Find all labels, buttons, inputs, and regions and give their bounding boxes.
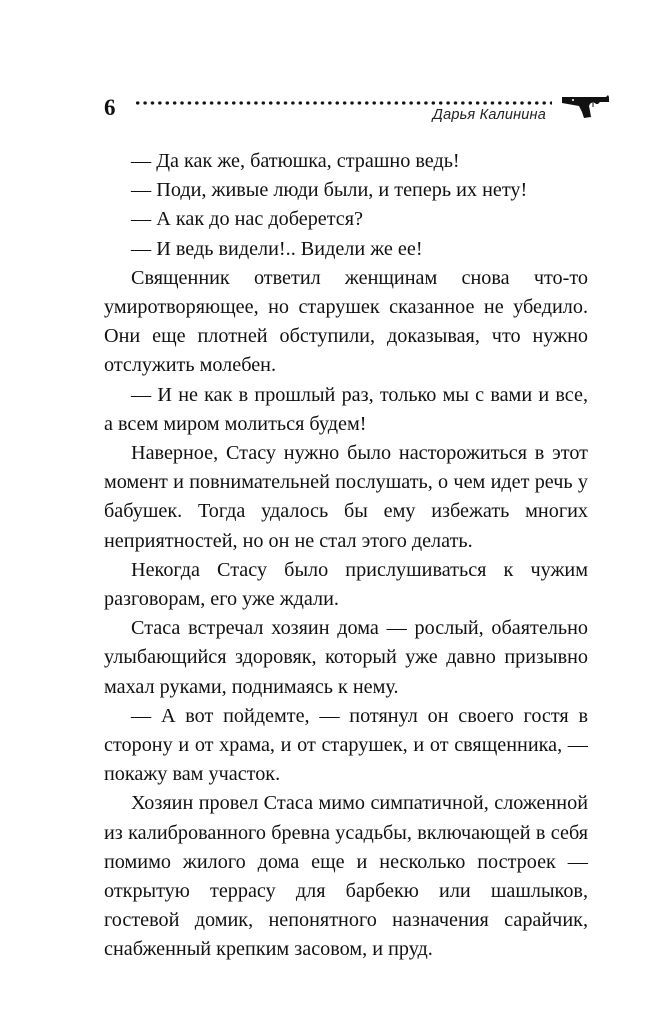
paragraph: Священник ответил женщинам снова что-то умиротворяющее, но старушек сказанное не убедило. Они еще плотней обступили, доказывая, что нужно отслужить молебен.: [104, 266, 588, 377]
paragraph: — А как до нас доберется?: [131, 208, 364, 231]
page-number: 6: [104, 95, 116, 120]
paragraph: Стаса встречал хозяин дома — рослый, обаятельно улыбающийся здоровяк, который уже давно призывно махал руками, поднимаясь к нему.: [104, 617, 588, 698]
paragraph: — И ведь видели!.. Видели же ее!: [131, 237, 423, 260]
paragraph: Некогда Стасу было прислушиваться к чужим разговорам, его уже ждали.: [104, 558, 588, 611]
paragraph: — Да как же, батюшка, страшно ведь!: [131, 150, 460, 172]
paragraph: Наверное, Стасу нужно было насторожиться в этот момент и повнимательней послушать, о чем идет речь у бабушек. Тогда удалось бы ему избежать многих неприятностей, но он не стал этого делать.: [104, 442, 588, 552]
paragraph: — А вот пойдемте, — потянул он своего гостя в сторону и от храма, и от старушек, и от священника, — покажу вам участок.: [104, 704, 588, 786]
paragraph: — Поди, живые люди были, и теперь их нету!: [131, 179, 528, 202]
running-header: [98, 92, 610, 128]
body-text: [104, 147, 588, 965]
dotted-rule: [134, 101, 552, 105]
paragraph: — И не как в прошлый раз, только мы с вами и все, а всем миром молиться будем!: [104, 383, 588, 435]
paragraph: Хозяин провел Стаса мимо симпатичной, сложенной из калиброванного бревна усадьбы, включающей в себя помимо жилого дома еще и несколько построек — открытую террасу для барбекю или шашлыков, гостевой домик, непонятного назначения сарайчик, снабженный крепким засовом, и пруд.: [104, 792, 588, 961]
author-name: Дарья Калинина: [432, 107, 546, 123]
revolver-icon: [560, 94, 610, 120]
